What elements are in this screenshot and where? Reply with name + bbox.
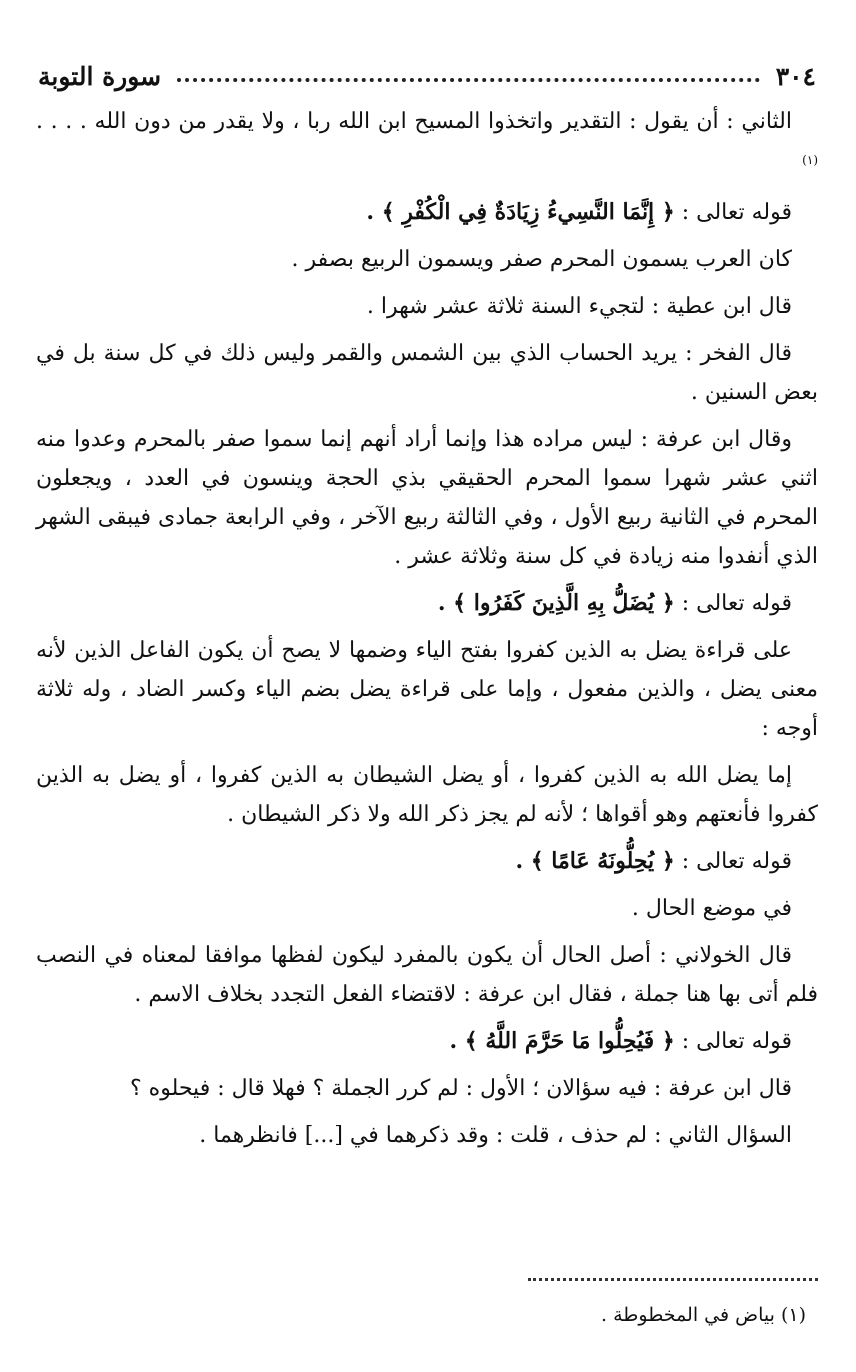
page-number: ٣٠٤ — [775, 61, 816, 91]
running-head — [38, 58, 816, 94]
verse-intro: قوله تعالى : — [681, 200, 792, 226]
quran-verse: ﴿ يُحِلُّونَهُ عَامًا ﴾ . — [515, 848, 675, 875]
paragraph-4: قال ابن عطية : لتجيء السنة ثلاثة عشر شهرا . — [366, 294, 792, 320]
verse-heading-4 — [36, 1022, 818, 1061]
header-dotted-rule — [177, 78, 760, 82]
verse-intro: قوله تعالى : — [681, 1029, 792, 1055]
paragraph-6: وقال ابن عرفة : ليس مراده هذا وإنما أراد أنهم إنما سموا صفر بالمحرم وعدوا منه اثني عشر شهرا سموا المحرم الحقيقي بذي الحجة وينسون في العدد ، ويجعلون المحرم في الثانية ربيع الأول ، وفي الثالثة ربيع الآخر ، وفي الرابعة جمادى فيبقى الشهر الذي أنفدوا منه زيادة في كل سنة وثلاثة عشر . — [36, 427, 818, 570]
verse-intro: قوله تعالى : — [681, 591, 792, 617]
paragraph-8: على قراءة يضل به الذين كفروا بفتح الياء وضمها لا يصح أن يكون الفاعل الذين لأنه معنى يضل ، والذين مفعول ، وإما على قراءة يضل بضم الياء وكسر الضاد ، وله ثلاثة أوجه : — [36, 638, 818, 742]
page-body — [36, 102, 818, 1163]
paragraph-11: في موضع الحال . — [631, 896, 792, 922]
verse-heading-2 — [36, 584, 818, 623]
quran-verse: ﴿ يُضَلُّ بِهِ الَّذِينَ كَفَرُوا ﴾ . — [437, 590, 675, 617]
paragraph-9: إما يضل الله به الذين كفروا ، أو يضل الشيطان به الذين كفروا ، أو يضل به الذين كفروا فأنعتهم وهو أقواها ؛ لأنه لم يجز ذكر الله ولا ذكر الشيطان . — [36, 763, 818, 828]
paragraph-1-text: الثاني : أن يقول : التقدير واتخذوا المسيح ابن الله ربا ، ولا يقدر من دون الله . . . . — [36, 109, 792, 134]
paragraph-5: قال الفخر : يريد الحساب الذي بين الشمس والقمر وليس ذلك في كل سنة بل في بعض السنين . — [36, 341, 818, 406]
paragraph-1 — [36, 102, 818, 185]
surah-title: سورة التوبة — [38, 61, 162, 91]
paragraph-3: كان العرب يسمون المحرم صفر ويسمون الربيع بصفر . — [291, 247, 792, 273]
paragraph-14: قال ابن عرفة : فيه سؤالان ؛ الأول : لم كرر الجملة ؟ فهلا قال : فيحلوه ؟ — [130, 1076, 792, 1102]
footnote: (١) بياض في المخطوطة . — [601, 1304, 806, 1326]
verse-heading-1 — [36, 193, 818, 232]
footnote-marker: (١) — [802, 153, 818, 167]
paragraph-12: قال الخولاني : أصل الحال أن يكون بالمفرد ليكون لفظها موافقا لمعناه في النصب فلم أتى بها هنا جملة ، فقال ابن عرفة : لاقتضاء الفعل التجدد بخلاف الاسم . — [36, 943, 818, 1008]
verse-heading-3 — [36, 842, 818, 881]
verse-intro: قوله تعالى : — [681, 849, 792, 875]
quran-verse: ﴿ فَيُحِلُّوا مَا حَرَّمَ اللَّهُ ﴾ . — [449, 1028, 675, 1055]
paragraph-15: السؤال الثاني : لم حذف ، قلت : وقد ذكرهما في [...] فانظرهما . — [199, 1123, 792, 1149]
quran-verse: ﴿ إِنَّمَا النَّسِيءُ زِيَادَةٌ فِي الْكُفْرِ ﴾ . — [366, 199, 675, 226]
footnote-separator — [528, 1278, 818, 1281]
